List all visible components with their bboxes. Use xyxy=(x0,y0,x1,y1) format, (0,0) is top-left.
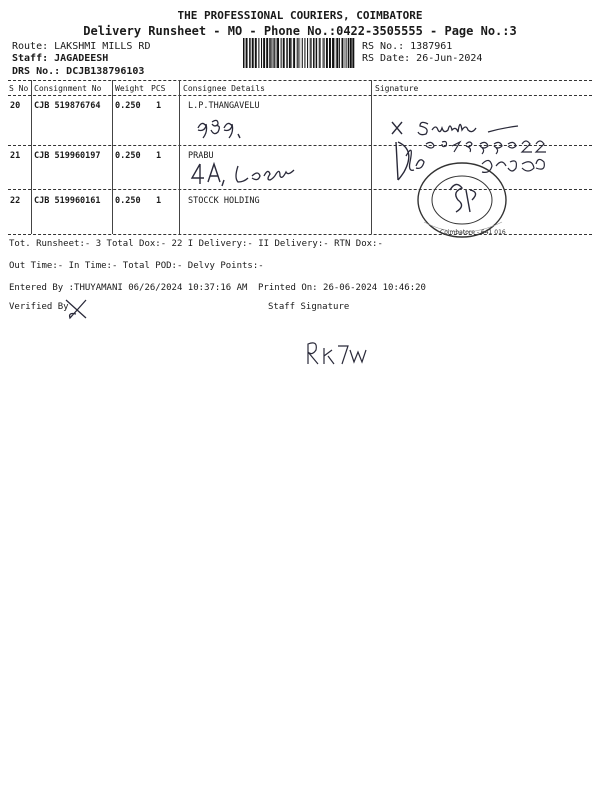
header-sno: S No xyxy=(9,84,29,93)
row-weight: 0.250 xyxy=(115,101,141,111)
row-pcs: 1 xyxy=(156,151,162,161)
header-consignment: Consignment No xyxy=(34,84,102,93)
printed-on: Printed On: 26-06-2024 10:46:20 xyxy=(258,283,426,293)
column-divider xyxy=(112,80,113,234)
row-consignee: L.P.THANGAVELU xyxy=(188,101,260,111)
totals-line: Tot. Runsheet:- 3 Total Dox:- 22 I Delivery:- II Delivery:- RTN Dox:- xyxy=(9,239,383,249)
column-divider xyxy=(371,80,372,234)
drs-number: DRS No.: DCJB138796103 xyxy=(12,66,145,77)
column-divider xyxy=(31,80,32,234)
rs-number: RS No.: 1387961 xyxy=(362,41,453,52)
row-sno: 22 xyxy=(10,196,21,206)
header-signature: Signature xyxy=(375,84,419,93)
column-divider xyxy=(179,80,180,234)
verified-by: Verified By xyxy=(9,302,69,312)
handwritten-door-number xyxy=(186,158,296,188)
row-weight: 0.250 xyxy=(115,196,141,206)
row-consignee: STOCCK HOLDING xyxy=(188,196,260,206)
header-consignee: Consignee Details xyxy=(183,84,265,93)
row-sno: 20 xyxy=(10,101,21,111)
staff-signature-label: Staff Signature xyxy=(268,302,350,312)
delivery-stamp xyxy=(414,160,510,240)
barcode xyxy=(242,38,357,68)
row-pcs: 1 xyxy=(156,196,162,206)
table-header-rule xyxy=(8,95,592,96)
row-weight: 0.250 xyxy=(115,151,141,161)
runsheet-subtitle: Delivery Runsheet - MO - Phone No.:0422-3505555 - Page No.:3 xyxy=(83,24,517,38)
row-consignment-no: CJB 519960161 xyxy=(34,196,101,206)
rs-date: RS Date: 26-Jun-2024 xyxy=(362,53,483,64)
row-consignment-no: CJB 519876764 xyxy=(34,101,101,111)
stamp-text: Coimbatore - 641 016 xyxy=(440,229,506,236)
row-sno: 21 xyxy=(10,151,21,161)
times-line: Out Time:- In Time:- Total POD:- Delvy Points:- xyxy=(9,261,264,271)
company-title: THE PROFESSIONAL COURIERS, COIMBATORE xyxy=(177,9,423,22)
route-label: Route: LAKSHMI MILLS RD xyxy=(12,41,151,52)
header-pcs: PCS xyxy=(151,84,166,93)
header-weight: Weight xyxy=(115,84,144,93)
handwritten-house-number xyxy=(192,112,252,140)
row-consignee: PRABU xyxy=(188,151,214,161)
table-top-rule xyxy=(8,80,592,81)
staff-label: Staff: JAGADEESH xyxy=(12,53,109,64)
entered-by: Entered By :THUYAMANI 06/26/2024 10:37:16 AM xyxy=(9,283,248,293)
staff-signature-drawing xyxy=(302,336,372,368)
row-consignment-no: CJB 519960197 xyxy=(34,151,101,161)
row-pcs: 1 xyxy=(156,101,162,111)
verifier-signature-mark xyxy=(62,296,92,322)
